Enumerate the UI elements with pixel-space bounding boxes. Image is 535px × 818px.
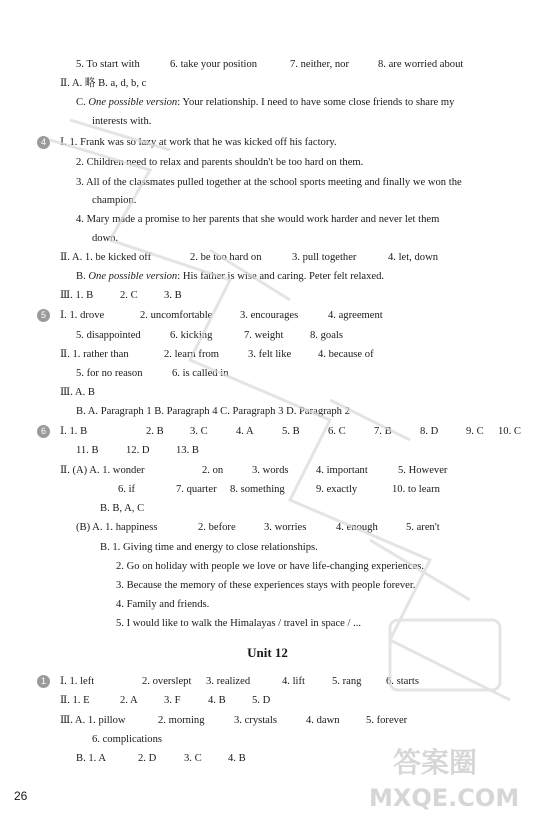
answer-text: 4. dawn [306, 715, 340, 726]
answer-text: 2. on [202, 465, 224, 476]
answer-line [76, 96, 454, 110]
answer-text: Ⅱ. A. 略 B. a, d, b, c [60, 78, 147, 89]
answer-text: interests with. [92, 116, 152, 127]
answer-text: 2. A [120, 695, 138, 706]
answer-text: One possible version [88, 97, 178, 108]
answer-text: Ⅲ. A. B [60, 387, 95, 398]
answer-text: 9. exactly [316, 484, 358, 495]
answer-text: 5. rang [332, 676, 362, 687]
page-number: 26 [14, 789, 28, 803]
answer-text: 5. forever [366, 715, 408, 726]
answer-text: 3. encourages [240, 310, 299, 321]
answer-text: 5. for no reason [76, 368, 143, 379]
answer-text: 8. D [420, 426, 439, 437]
answer-text: B. 1. A [76, 753, 107, 764]
answer-text: 2. before [198, 522, 236, 533]
answer-text: 4. B [208, 695, 226, 706]
answer-text: 3. Because the memory of these experiences stays with people forever. [116, 580, 416, 591]
answer-text: B. [76, 271, 89, 282]
section-number-badge: 1 [37, 675, 50, 688]
answer-text: champion. [92, 195, 137, 206]
answer-text: 5. B [282, 426, 300, 437]
unit-heading: Unit 12 [247, 645, 288, 660]
answer-text: 6. kicking [170, 330, 213, 341]
answer-text: down. [92, 233, 119, 244]
answer-text: 3. pull together [292, 252, 357, 263]
answer-text: 3. All of the classmates pulled together at the school sports meeting and finally we won the [76, 177, 462, 188]
answer-text: Ⅰ. 1. left [60, 676, 95, 687]
answer-text: 4. Mary made a promise to her parents that she would work harder and never let them [76, 214, 440, 225]
answer-text: 9. C [466, 426, 484, 437]
answer-text: 3. words [252, 465, 289, 476]
answer-text: B. A. Paragraph 1 B. Paragraph 4 C. Paragraph 3 D. Paragraph 2 [76, 406, 350, 417]
answer-text: 2. learn from [164, 349, 220, 360]
answer-text: One possible version [88, 271, 178, 282]
answer-text: 10. to learn [392, 484, 440, 495]
answer-text: 4. agreement [328, 310, 383, 321]
answer-text: 4. lift [282, 676, 305, 687]
answer-text: Ⅰ. 1. B [60, 426, 88, 437]
answer-text: Ⅱ. 1. rather than [60, 349, 129, 360]
answer-text: : Your relationship. I need to have some close friends to share my [177, 97, 455, 108]
answer-text: 2. overslept [142, 676, 192, 687]
answer-text: 6. is called in [172, 368, 229, 379]
answer-text: 2. morning [158, 715, 205, 726]
answer-text: Ⅲ. A. 1. pillow [60, 715, 126, 726]
answer-text: 11. B [76, 445, 99, 456]
answer-text: 13. B [176, 445, 199, 456]
answer-text: Ⅰ. 1. drove [60, 310, 105, 321]
answer-text: 4. let, down [388, 252, 439, 263]
answer-text: 3. C [184, 753, 202, 764]
answer-text: 3. crystals [234, 715, 277, 726]
answer-text: 8. are worried about [378, 59, 464, 70]
answer-text: 8. something [230, 484, 285, 495]
answer-text: 7. neither, nor [290, 59, 349, 70]
answer-text: 5. D [252, 695, 271, 706]
logo-domain: MXQE.COM [369, 784, 520, 812]
answer-text: 4. because of [318, 349, 374, 360]
section-number-badge: 6 [37, 425, 50, 438]
answer-text: 3. B [164, 290, 182, 301]
answer-text: 6. take your position [170, 59, 258, 70]
answer-text: 2. uncomfortable [140, 310, 213, 321]
answer-text: 10. C [498, 426, 521, 437]
answer-text: 3. worries [264, 522, 307, 533]
answer-text: B. 1. Giving time and energy to close relationships. [100, 542, 318, 553]
section-number-badge: 5 [37, 309, 50, 322]
answer-text: Ⅰ. 1. Frank was so lazy at work that he was kicked off his factory. [60, 137, 337, 148]
answer-text: 5. However [398, 465, 448, 476]
answer-text: 3. realized [206, 676, 251, 687]
answer-text: 6. starts [386, 676, 419, 687]
answer-text: Ⅲ. 1. B [60, 290, 94, 301]
answer-text: Ⅱ. (A) A. 1. wonder [60, 465, 145, 476]
answer-text: 2. C [120, 290, 138, 301]
answer-text: : His father is wise and caring. Peter felt relaxed. [177, 271, 385, 282]
answer-text: C. [76, 97, 89, 108]
answer-text: (B) A. 1. happiness [76, 522, 158, 533]
answer-text: 7. quarter [176, 484, 217, 495]
answer-text: 4. Family and friends. [116, 599, 210, 610]
answer-text: 4. important [316, 465, 368, 476]
answer-text: 4. enough [336, 522, 378, 533]
answer-text: 2. Go on holiday with people we love or have life-changing experiences. [116, 561, 424, 572]
answer-text: 8. goals [310, 330, 343, 341]
answer-text: 2. B [146, 426, 164, 437]
answer-text: Ⅱ. A. 1. be kicked off [60, 252, 152, 263]
answer-line [76, 270, 384, 284]
answer-text: 6. C [328, 426, 346, 437]
answer-text: 3. felt like [248, 349, 292, 360]
answer-text: 6. complications [92, 734, 163, 745]
answer-text: 3. F [164, 695, 181, 706]
answer-site-logo [363, 740, 523, 812]
answer-text: 4. A [236, 426, 254, 437]
answer-text: 6. if [118, 484, 136, 495]
answer-text: 7. weight [244, 330, 284, 341]
answer-text: 2. D [138, 753, 157, 764]
answer-text: 5. disappointed [76, 330, 141, 341]
answer-text: 4. B [228, 753, 246, 764]
answer-text: 12. D [126, 445, 150, 456]
answer-text: B. B, A, C [100, 503, 145, 514]
answer-text: 5. To start with [76, 59, 140, 70]
answer-text: Ⅱ. 1. E [60, 695, 90, 706]
section-number-badge: 4 [37, 136, 50, 149]
answer-text: 7. B [374, 426, 392, 437]
logo-text: 答案圈 [393, 746, 478, 779]
answer-text: 5. I would like to walk the Himalayas / travel in space / ... [116, 618, 362, 629]
answer-text: 5. aren't [406, 522, 440, 533]
answer-text: 3. C [190, 426, 208, 437]
answer-text: 2. be too hard on [190, 252, 262, 263]
answer-text: 2. Children need to relax and parents shouldn't be too hard on them. [76, 157, 364, 168]
